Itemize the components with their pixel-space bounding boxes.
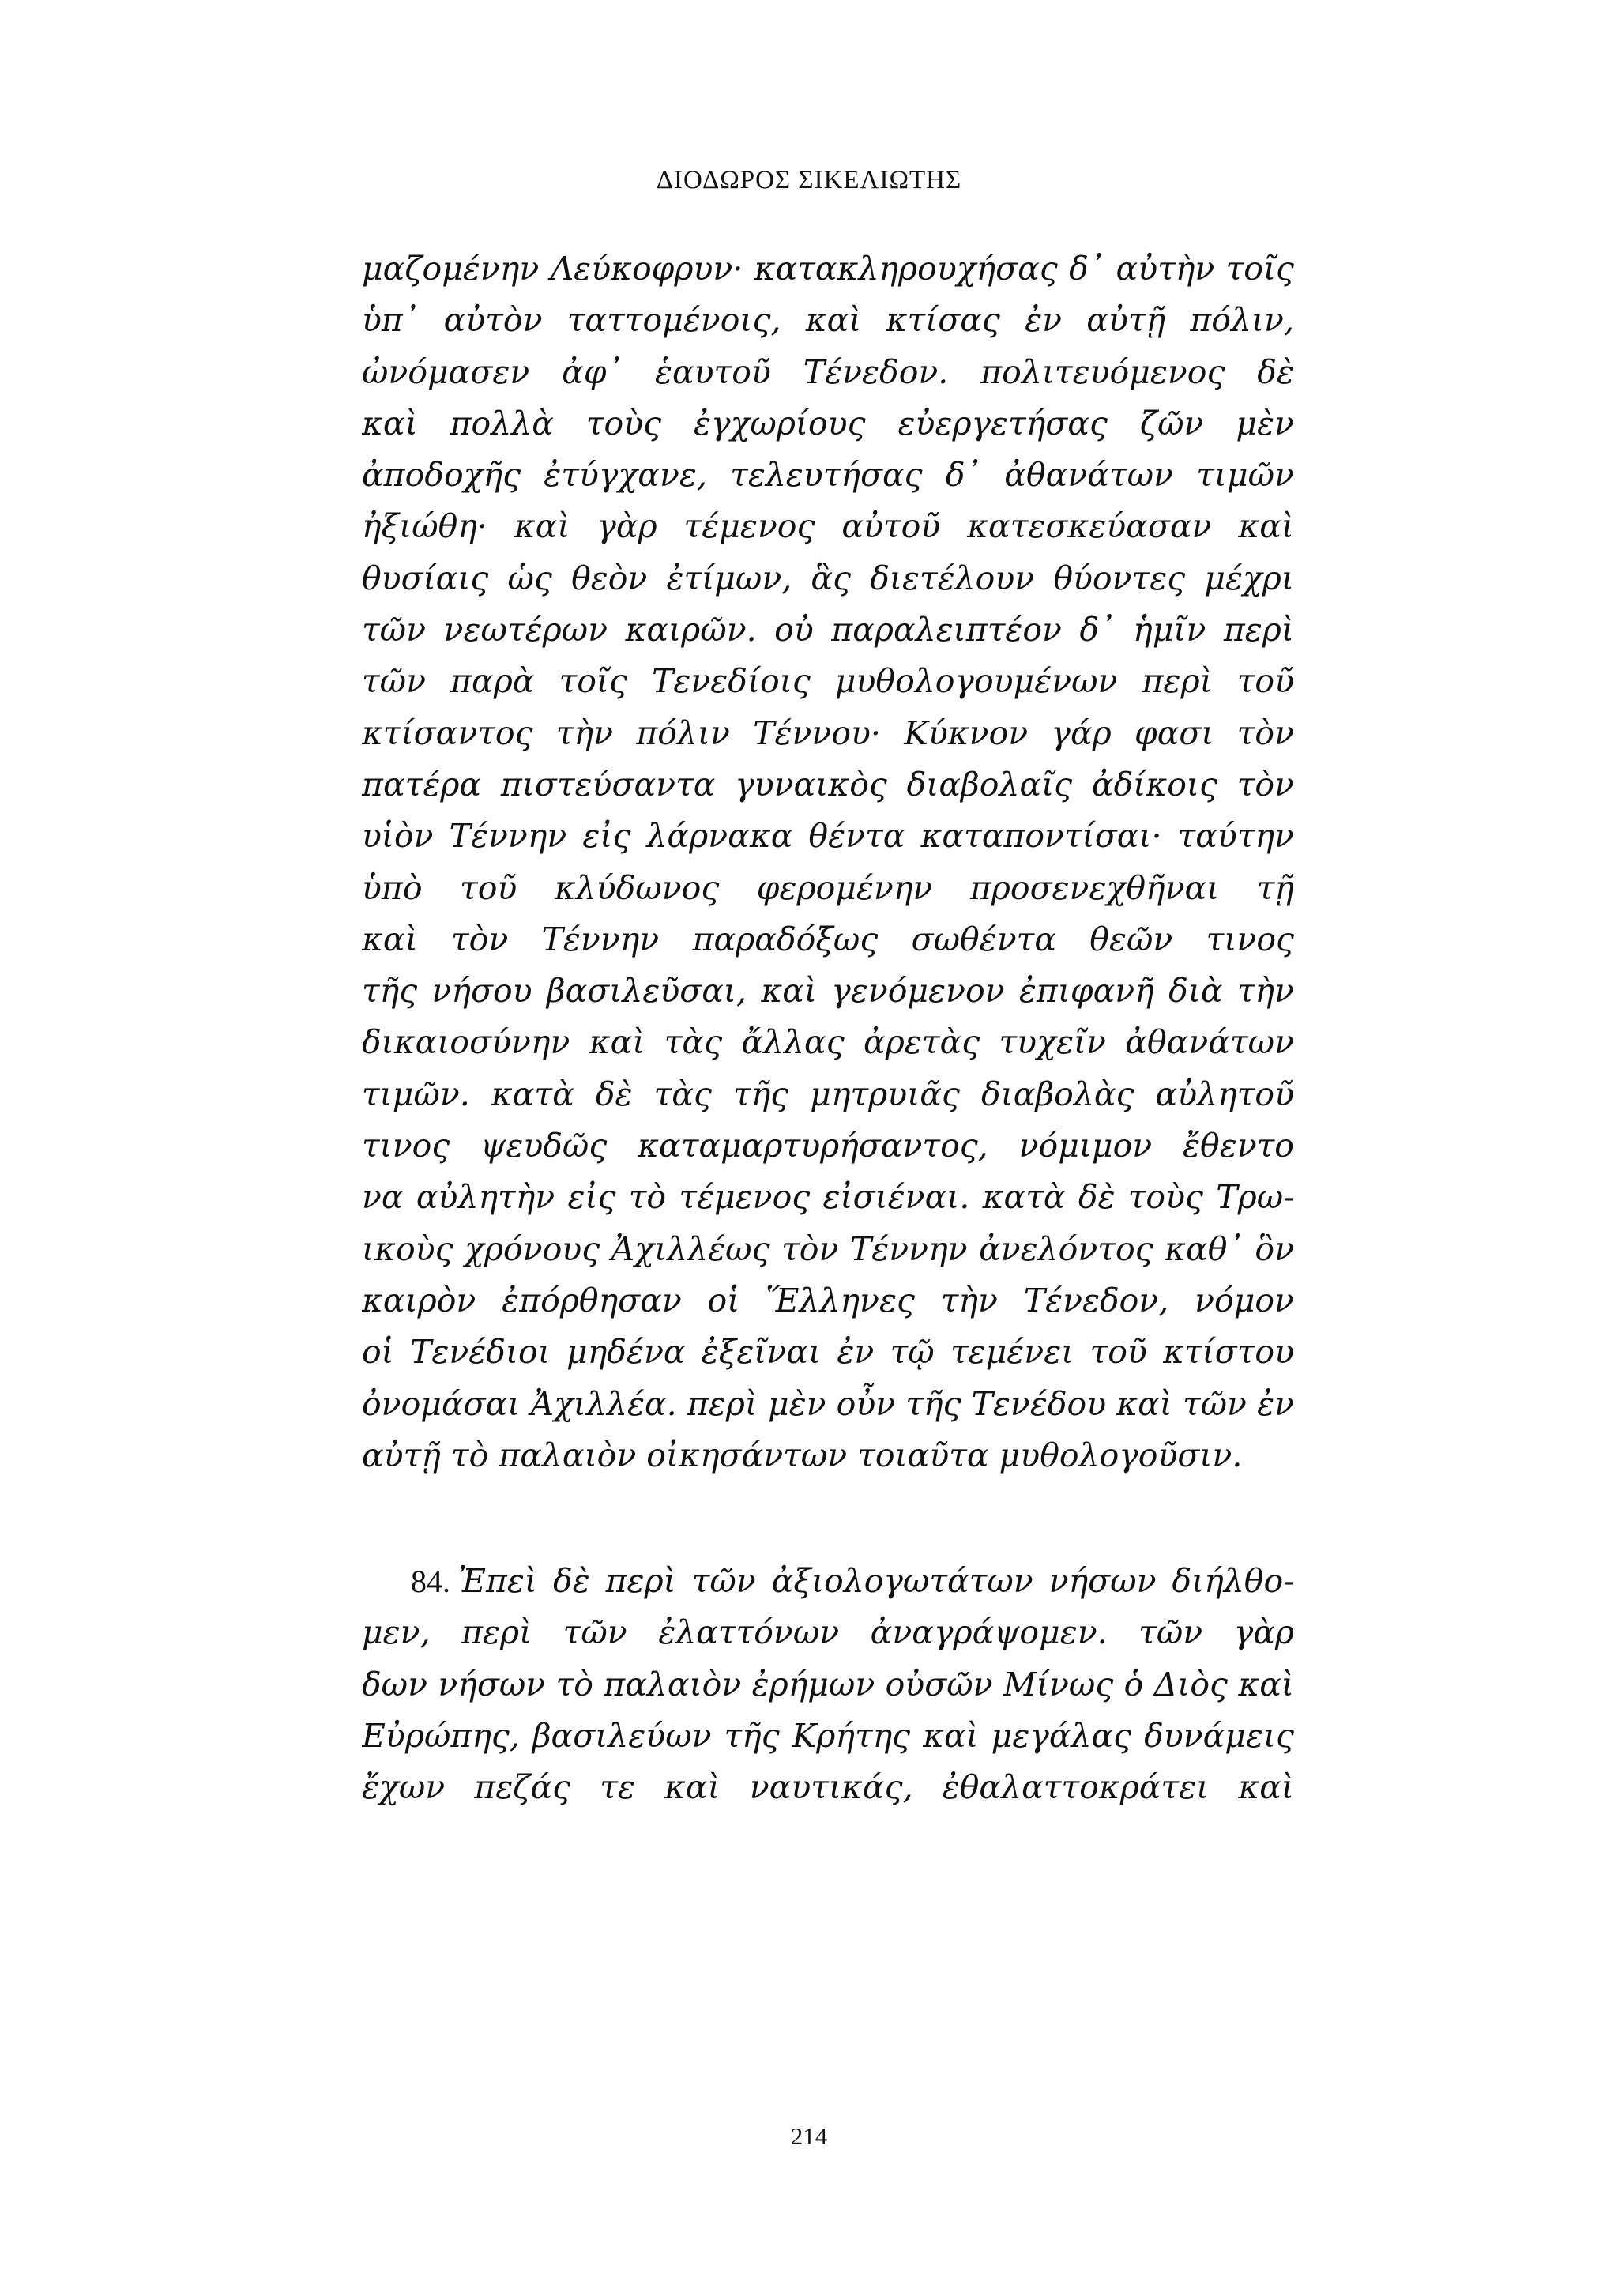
paragraph-gap bbox=[362, 1481, 1294, 1556]
text-line-content: ὑπὸ τοῦ κλύδωνος φερομένην προσενεχθῆναι τῇ bbox=[362, 868, 1294, 907]
paragraph-chapter-84 bbox=[362, 1607, 1294, 1813]
text-line bbox=[362, 604, 1294, 656]
chapter-first-line-text: Ἐπεὶ δὲ περὶ τῶν ἀξιολογωτάτων νήσων διήλθο- bbox=[458, 1562, 1294, 1601]
text-line bbox=[362, 1172, 1294, 1223]
text-line-content: κτίσαντος τὴν πόλιν Τέννου· Κύκνον γάρ φασι τὸν bbox=[362, 713, 1294, 752]
text-line: Εὐρώπης, βασιλεύων τῆς Κρήτης καὶ μεγάλας δυνάμεις bbox=[362, 1717, 1294, 1756]
text-line bbox=[362, 1327, 1294, 1378]
text-line-content: τῶν παρὰ τοῖς Τενεδίοις μυθολογουμένων περὶ τοῦ bbox=[362, 662, 1294, 701]
text-line bbox=[362, 863, 1294, 914]
text-line bbox=[362, 965, 1294, 1017]
text-line-content: οἱ Τενέδιοι μηδένα ἐξεῖναι ἐν τῷ τεμένει τοῦ κτίστου bbox=[362, 1333, 1294, 1372]
text-line bbox=[362, 811, 1294, 862]
text-line-content: να αὐλητὴν εἰς τὸ τέμενος εἰσιέναι. κατὰ δὲ τοὺς Τρω- bbox=[362, 1178, 1294, 1217]
text-line-content: θυσίαις ὡς θεὸν ἐτίμων, ἃς διετέλουν θύοντες μέχρι bbox=[362, 559, 1294, 597]
text-line-content: ικοὺς χρόνους Ἀχιλλέως τὸν Τέννην ἀνελόντος καθ᾽ ὃν bbox=[362, 1229, 1294, 1268]
text-line bbox=[362, 1379, 1294, 1430]
text-line-content: ἠξιώθη· καὶ γὰρ τέμενος αὐτοῦ κατεσκεύασαν καὶ bbox=[362, 507, 1294, 546]
text-line-content: υἱὸν Τέννην εἰς λάρνακα θέντα καταποντίσαι· ταύτην bbox=[362, 817, 1294, 856]
text-line-content: τιμῶν. κατὰ δὲ τὰς τῆς μητρυιᾶς διαβολὰς αὐλητοῦ bbox=[362, 1075, 1294, 1113]
text-line bbox=[362, 243, 1294, 295]
text-line bbox=[362, 501, 1294, 552]
chapter-first-line bbox=[362, 1556, 1294, 1607]
text-line: ἔχων πεζάς τε καὶ ναυτικάς, ἐθαλαττοκράτει καὶ bbox=[362, 1768, 1294, 1807]
text-line-content: καιρὸν ἐπόρθησαν οἱ Ἕλληνες τὴν Τένεδον, νόμον bbox=[362, 1281, 1294, 1319]
text-line bbox=[362, 1069, 1294, 1120]
chapter-number: 84. bbox=[411, 1564, 450, 1600]
page-number: 214 bbox=[790, 2122, 828, 2150]
text-line-content: καὶ πολλὰ τοὺς ἐγχωρίους εὐεργετήσας ζῶν μὲν bbox=[362, 404, 1294, 442]
text-line bbox=[362, 450, 1294, 501]
text-line bbox=[362, 295, 1294, 346]
text-line-content: ὑπ᾽ αὐτὸν ταττομένοις, καὶ κτίσας ἐν αὐτῇ πόλιν, bbox=[362, 301, 1294, 340]
text-line-content: ὠνόμασεν ἀφ᾽ ἑαυτοῦ Τένεδον. πολιτευόμενος δὲ bbox=[362, 352, 1294, 391]
running-title: ΔΙΟΔΩΡΟΣ ΣΙΚΕΛΙΩΤΗΣ bbox=[656, 166, 962, 194]
text-line bbox=[362, 1275, 1294, 1327]
text-line bbox=[362, 708, 1294, 759]
text-line bbox=[362, 347, 1294, 398]
text-line bbox=[362, 1224, 1294, 1275]
text-line-content: τῶν νεωτέρων καιρῶν. οὐ παραλειπτέον δ᾽ ἡμῖν περὶ bbox=[362, 611, 1294, 649]
text-line-content: δικαιοσύνην καὶ τὰς ἄλλας ἀρετὰς τυχεῖν ἀθανάτων bbox=[362, 1023, 1294, 1062]
text-line bbox=[362, 1017, 1294, 1068]
text-line bbox=[362, 759, 1294, 811]
paragraph-tenedos bbox=[362, 243, 1294, 1430]
text-line-content: καὶ τὸν Τέννην παραδόξως σωθέντα θεῶν τινος bbox=[362, 920, 1294, 958]
text-line: δων νήσων τὸ παλαιὸν ἐρήμων οὐσῶν Μίνως ὁ Διὸς καὶ bbox=[362, 1665, 1294, 1703]
text-line bbox=[362, 914, 1294, 965]
text-line: μεν, περὶ τῶν ἐλαττόνων ἀναγράψομεν. τῶν γὰρ bbox=[362, 1613, 1294, 1652]
text-line bbox=[362, 398, 1294, 450]
text-line-content: ἀποδοχῆς ἐτύγχανε, τελευτήσας δ᾽ ἀθανάτων τιμῶν bbox=[362, 456, 1294, 495]
text-line-content: τῆς νήσου βασιλεῦσαι, καὶ γενόμενον ἐπιφανῆ διὰ τὴν bbox=[362, 972, 1294, 1011]
text-line-content: πατέρα πιστεύσαντα γυναικὸς διαβολαῖς ἀδίκοις τὸν bbox=[362, 765, 1294, 804]
text-line-content: ὀνομάσαι Ἀχιλλέα. περὶ μὲν οὖν τῆς Τενέδου καὶ τῶν ἐν bbox=[362, 1384, 1294, 1423]
text-line bbox=[362, 1120, 1294, 1172]
text-line-last: αὐτῇ τὸ παλαιὸν οἰκησάντων τοιαῦτα μυθολογοῦσιν. bbox=[362, 1436, 1243, 1474]
text-line bbox=[362, 656, 1294, 707]
text-line-content: μαζομένην Λεύκοφρυν· κατακληρουχήσας δ᾽ αὐτὴν τοῖς bbox=[362, 250, 1294, 288]
main-text bbox=[362, 243, 1294, 1814]
text-line bbox=[362, 553, 1294, 604]
text-line-content: τινος ψευδῶς καταμαρτυρήσαντος, νόμιμον ἔθεντο bbox=[362, 1127, 1294, 1165]
